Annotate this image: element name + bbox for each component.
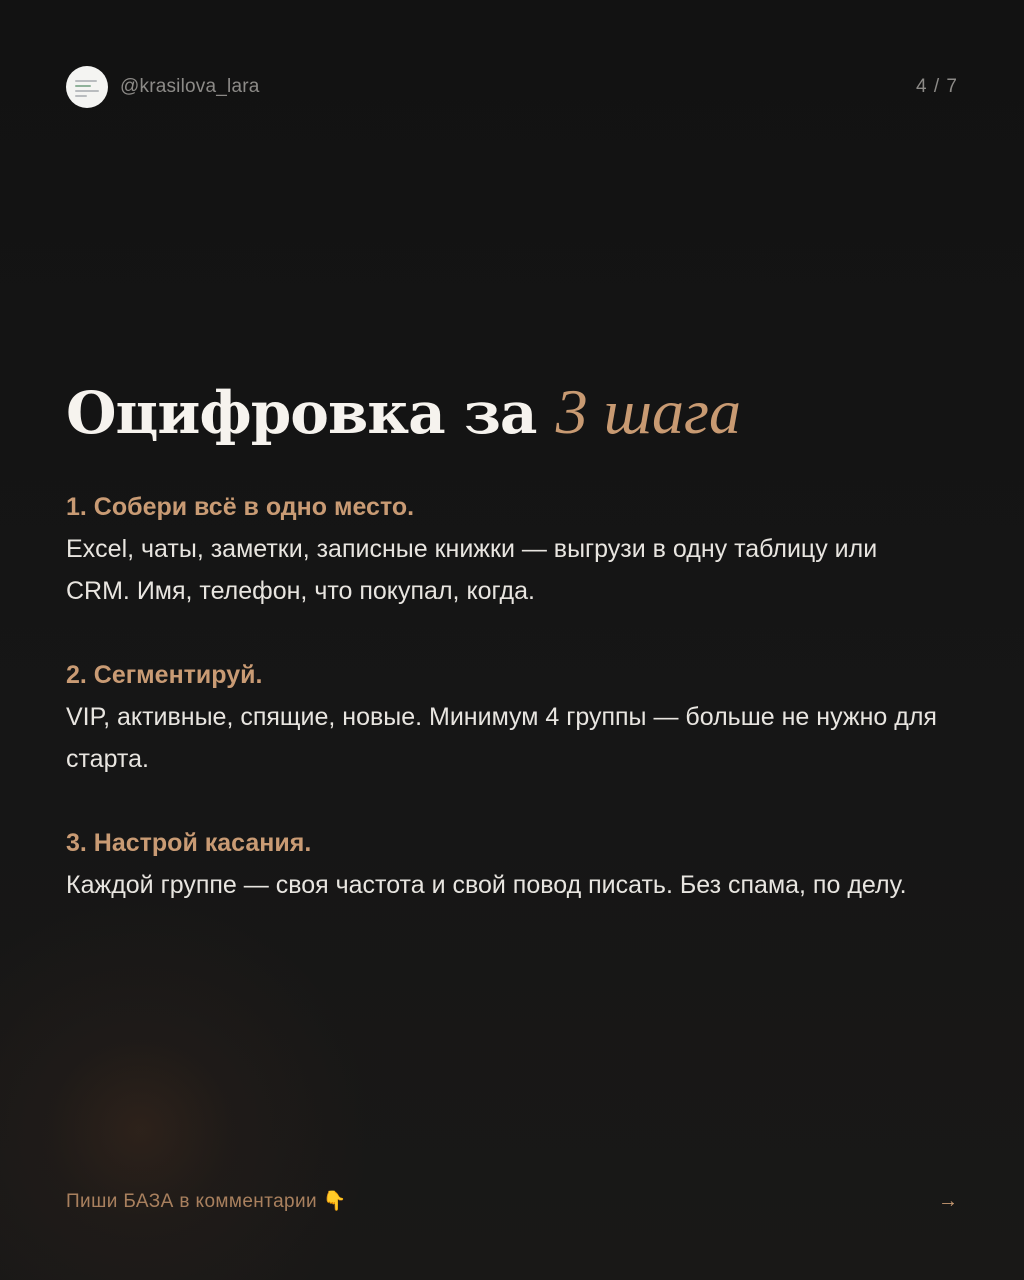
step-item (66, 822, 946, 906)
step-title: 2. Сегментируй. (66, 661, 263, 689)
step-text: Excel, чаты, заметки, записные книжки — выгрузи в одну таблицу или CRM. Имя, телефон, что покупал, когда. (66, 535, 878, 605)
header (66, 66, 958, 108)
step-text: VIP, активные, спящие, новые. Минимум 4 группы — больше не нужно для старта. (66, 703, 937, 773)
steps-list (66, 486, 946, 948)
title-main: Оцифровка за (66, 379, 537, 447)
avatar-line (75, 85, 91, 87)
avatar-line (75, 95, 87, 97)
avatar[interactable] (66, 66, 108, 108)
page-title (66, 372, 741, 453)
profile[interactable] (66, 66, 260, 108)
avatar-line (75, 80, 97, 82)
step-title: 3. Настрой касания. (66, 829, 312, 857)
footer (66, 1186, 958, 1216)
profile-handle[interactable]: @krasilova_lara (120, 76, 260, 97)
avatar-line (75, 90, 99, 92)
title-accent: 3 шага (555, 376, 741, 447)
step-title: 1. Собери всё в одно место. (66, 493, 415, 521)
step-item (66, 654, 946, 780)
step-item (66, 486, 946, 612)
page-indicator: 4 / 7 (916, 76, 958, 97)
step-text: Каждой группе — своя частота и свой повод писать. Без спама, по делу. (66, 871, 907, 899)
arrow-right-icon[interactable]: → (938, 1189, 958, 1212)
comment-cta: Пиши БАЗА в комментарии 👇 (66, 1191, 347, 1212)
